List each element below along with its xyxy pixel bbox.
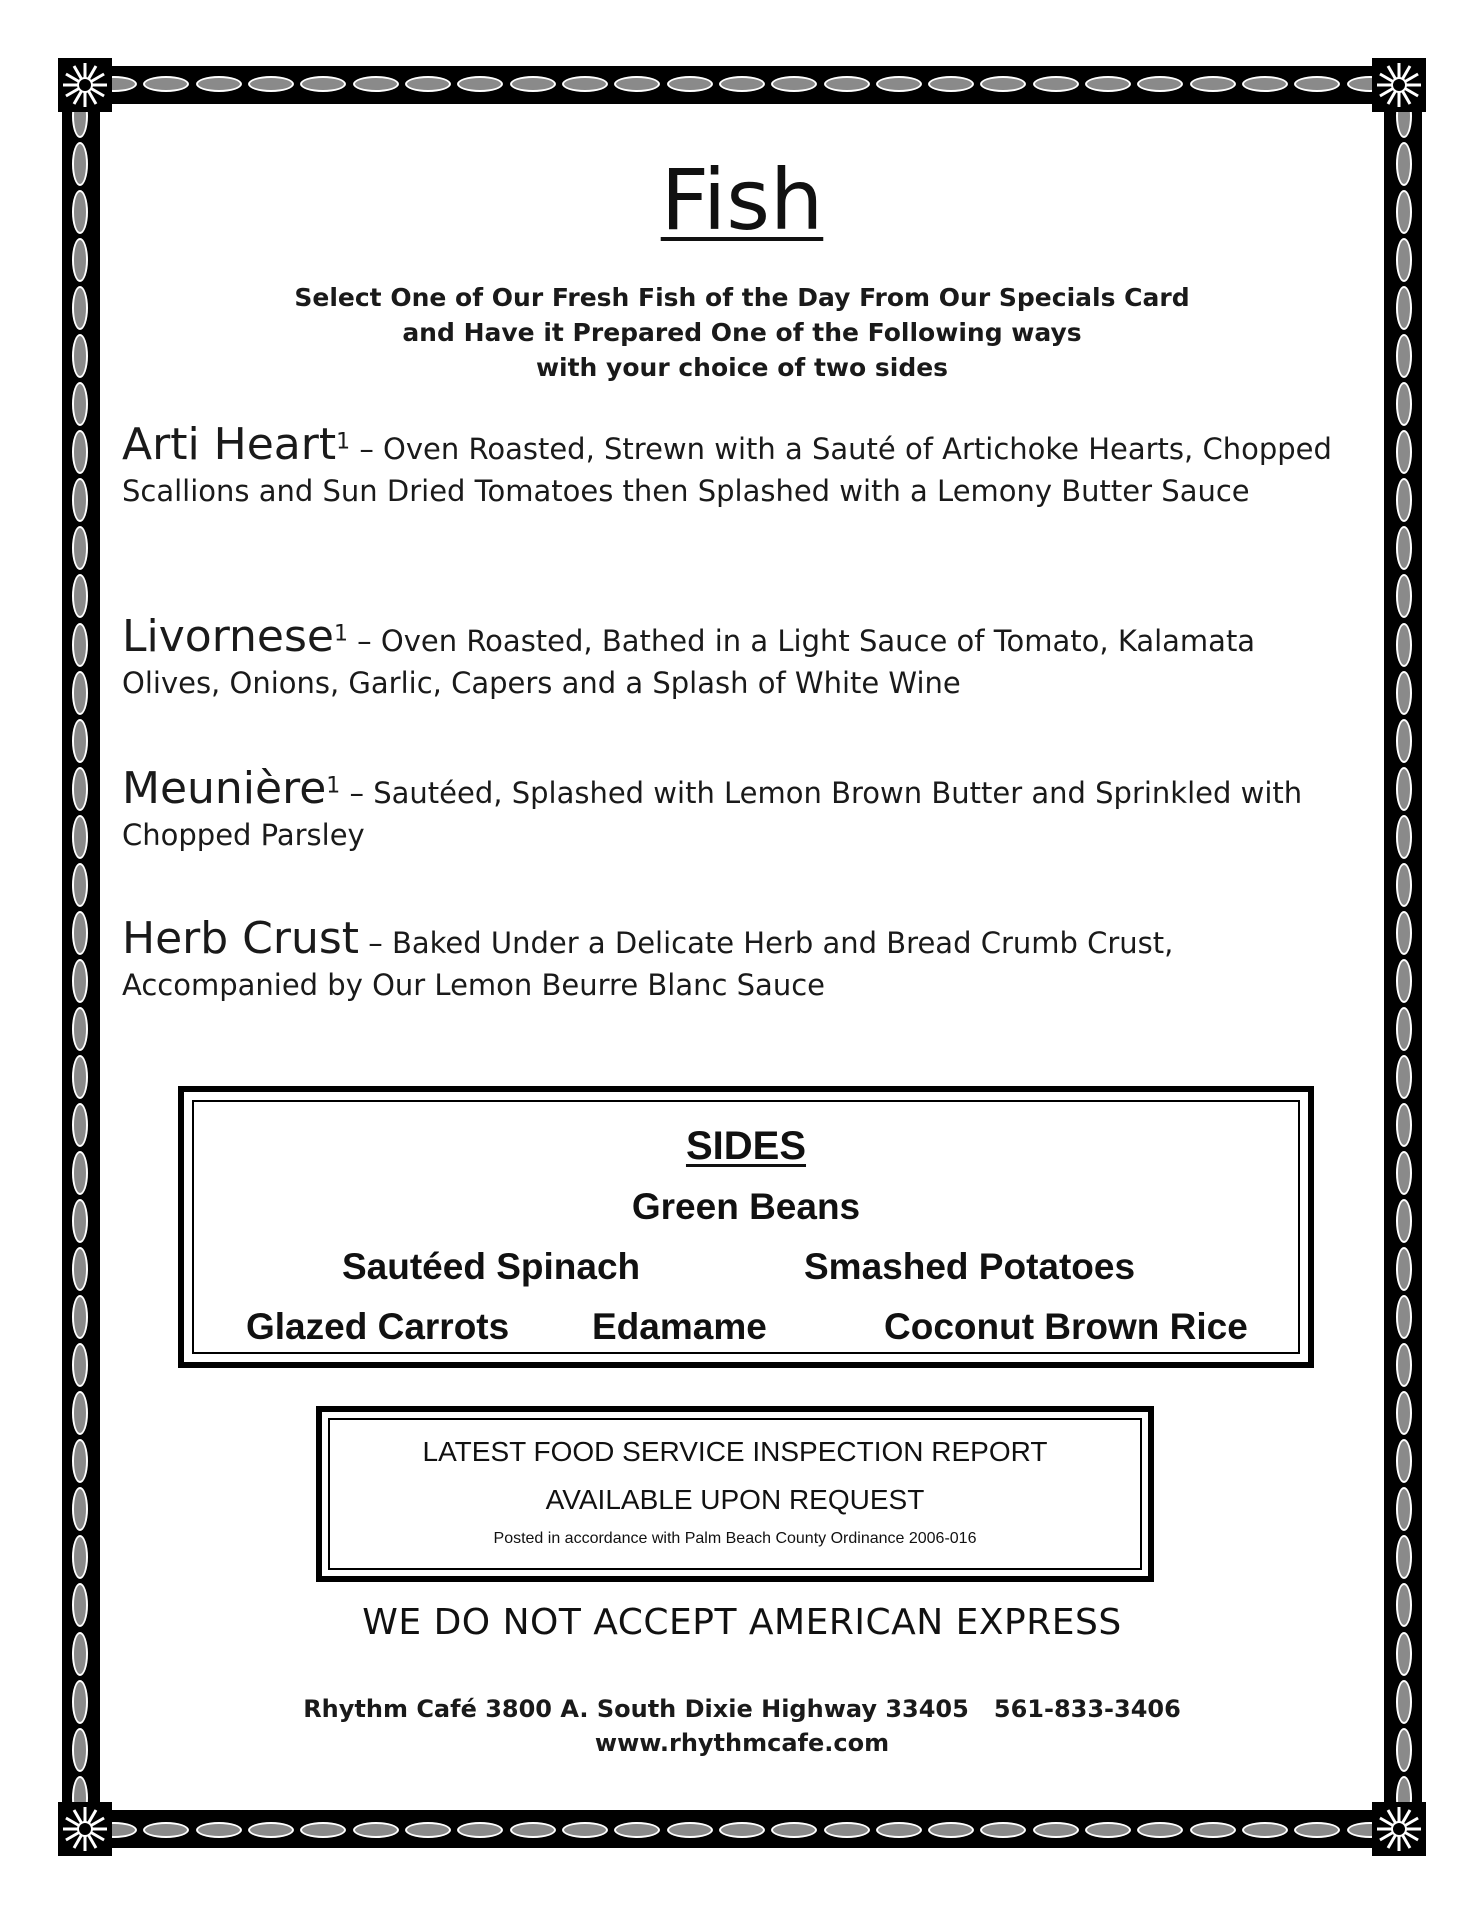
- border-oval: [72, 671, 88, 715]
- side-item: Coconut Brown Rice: [884, 1306, 1248, 1347]
- border-oval: [1085, 1822, 1131, 1838]
- border-oval: [1242, 76, 1288, 92]
- page-title: Fish: [660, 151, 824, 249]
- border-oval: [1396, 719, 1412, 763]
- border-oval: [1190, 76, 1236, 92]
- border-oval: [457, 1822, 503, 1838]
- border-oval: [72, 767, 88, 811]
- border-oval: [1396, 1247, 1412, 1291]
- ornamental-border-bottom: [62, 1812, 1422, 1848]
- menu-item-meuniere: [122, 763, 1362, 856]
- payment-notice: WE DO NOT ACCEPT AMERICAN EXPRESS: [362, 1602, 1122, 1643]
- border-oval: [72, 1247, 88, 1291]
- border-oval: [562, 1822, 608, 1838]
- sides-box: [178, 1086, 1314, 1368]
- border-oval: [928, 1822, 974, 1838]
- border-oval: [876, 76, 922, 92]
- border-oval: [72, 382, 88, 426]
- border-oval: [72, 430, 88, 474]
- border-oval: [928, 76, 974, 92]
- border-oval: [1396, 1487, 1412, 1531]
- border-oval: [1396, 1199, 1412, 1243]
- border-oval: [562, 76, 608, 92]
- border-oval: [143, 1822, 189, 1838]
- starburst-ornament-icon: [1372, 1802, 1426, 1856]
- border-oval: [1396, 526, 1412, 570]
- menu-item-description: – Oven Roasted, Strewn with a Sauté of Artichoke Hearts, Chopped Scallions and Sun Dried Tomatoes then Splashed with a Lemony Butter Sauce: [122, 432, 1332, 508]
- border-oval: [1396, 1151, 1412, 1195]
- intro-line: Select One of Our Fresh Fish of the Day From Our Specials Card: [294, 283, 1190, 312]
- border-oval: [1396, 430, 1412, 474]
- inner-rule-top: [98, 102, 1386, 104]
- border-oval: [300, 1822, 346, 1838]
- menu-item-description: – Sautéed, Splashed with Lemon Brown Butter and Sprinkled with Chopped Parsley: [122, 776, 1303, 852]
- border-oval: [1294, 76, 1340, 92]
- border-oval: [1396, 911, 1412, 955]
- border-oval: [510, 76, 556, 92]
- menu-item-livornese: [122, 611, 1362, 704]
- border-oval: [1396, 1439, 1412, 1483]
- intro-line: with your choice of two sides: [535, 353, 949, 382]
- border-oval: [72, 719, 88, 763]
- border-oval: [405, 76, 451, 92]
- border-oval: [667, 1822, 713, 1838]
- inspection-line: AVAILABLE UPON REQUEST: [545, 1484, 925, 1515]
- border-oval: [771, 1822, 817, 1838]
- border-oval: [1242, 1822, 1288, 1838]
- border-oval: [1396, 671, 1412, 715]
- border-oval: [72, 1007, 88, 1051]
- border-oval: [72, 1535, 88, 1579]
- border-oval: [1137, 76, 1183, 92]
- border-oval: [248, 76, 294, 92]
- menu-item-name: Livornese: [122, 611, 334, 662]
- border-oval: [719, 76, 765, 92]
- menu-item-arti-heart: [122, 419, 1362, 512]
- border-oval: [1396, 1103, 1412, 1147]
- border-oval: [1396, 767, 1412, 811]
- border-oval: [72, 1103, 88, 1147]
- intro-text: [0, 280, 1484, 385]
- border-oval: [1396, 1343, 1412, 1387]
- border-oval: [824, 76, 870, 92]
- border-oval: [1396, 959, 1412, 1003]
- starburst-ornament-icon: [1372, 58, 1426, 112]
- footnote-marker: 1: [333, 621, 348, 647]
- border-oval: [72, 911, 88, 955]
- border-oval: [1085, 76, 1131, 92]
- border-oval: [667, 76, 713, 92]
- border-oval: [72, 1343, 88, 1387]
- border-oval: [980, 1822, 1026, 1838]
- footer: [0, 1692, 1484, 1760]
- inspection-notice-box: [316, 1406, 1154, 1582]
- border-oval: [72, 623, 88, 667]
- border-oval: [72, 1151, 88, 1195]
- border-oval: [1396, 574, 1412, 618]
- border-oval: [614, 1822, 660, 1838]
- border-oval: [980, 76, 1026, 92]
- border-oval: [143, 76, 189, 92]
- border-oval: [1396, 1295, 1412, 1339]
- menu-item-description: – Oven Roasted, Bathed in a Light Sauce of Tomato, Kalamata Olives, Onions, Garlic, Capers and a Splash of White Wine: [122, 624, 1256, 700]
- border-oval: [72, 478, 88, 522]
- border-oval: [248, 1822, 294, 1838]
- border-oval: [1137, 1822, 1183, 1838]
- sides-title: SIDES: [685, 1124, 807, 1168]
- border-oval: [1294, 1822, 1340, 1838]
- border-oval: [72, 1055, 88, 1099]
- starburst-ornament-icon: [58, 58, 112, 112]
- intro-line: and Have it Prepared One of the Following ways: [402, 318, 1082, 347]
- inspection-notice-inner: [328, 1418, 1142, 1570]
- footer-website: www.rhythmcafe.com: [594, 1729, 890, 1757]
- border-oval: [72, 574, 88, 618]
- border-oval: [72, 959, 88, 1003]
- starburst-ornament-icon: [58, 1802, 112, 1856]
- border-oval: [72, 815, 88, 859]
- border-oval: [72, 1295, 88, 1339]
- border-oval: [771, 76, 817, 92]
- border-oval: [196, 76, 242, 92]
- side-item: Sautéed Spinach: [342, 1246, 641, 1287]
- side-item: Glazed Carrots: [246, 1306, 510, 1347]
- border-oval: [72, 1199, 88, 1243]
- border-oval: [72, 1487, 88, 1531]
- border-oval: [353, 76, 399, 92]
- border-oval: [1190, 1822, 1236, 1838]
- border-oval: [1033, 76, 1079, 92]
- border-oval: [1033, 1822, 1079, 1838]
- menu-item-herb-crust: [122, 913, 1362, 1006]
- inspection-line: LATEST FOOD SERVICE INSPECTION REPORT: [422, 1436, 1048, 1467]
- border-oval: [72, 863, 88, 907]
- border-oval: [1396, 863, 1412, 907]
- border-oval: [1396, 1391, 1412, 1435]
- border-oval: [1396, 382, 1412, 426]
- inspection-ordinance: Posted in accordance with Palm Beach County Ordinance 2006-016: [493, 1530, 977, 1547]
- border-oval: [510, 1822, 556, 1838]
- side-item: Smashed Potatoes: [804, 1246, 1136, 1287]
- border-oval: [1396, 1007, 1412, 1051]
- sides-box-inner: [192, 1100, 1300, 1354]
- inner-rule-bottom: [98, 1810, 1386, 1812]
- border-oval: [876, 1822, 922, 1838]
- border-oval: [1396, 478, 1412, 522]
- menu-item-name: Meunière: [122, 763, 327, 814]
- border-oval: [72, 1439, 88, 1483]
- side-item: Edamame: [592, 1306, 767, 1347]
- border-oval: [1396, 623, 1412, 667]
- border-oval: [1396, 815, 1412, 859]
- border-oval: [1396, 1055, 1412, 1099]
- border-oval: [196, 1822, 242, 1838]
- border-oval: [1396, 1535, 1412, 1579]
- border-oval: [72, 526, 88, 570]
- border-oval: [614, 76, 660, 92]
- menu-item-description: – Baked Under a Delicate Herb and Bread Crumb Crust, Accompanied by Our Lemon Beurre Blanc Sauce: [122, 926, 1174, 1002]
- border-oval: [405, 1822, 451, 1838]
- border-oval: [72, 1391, 88, 1435]
- menu-item-name: Herb Crust: [122, 913, 360, 964]
- border-oval: [824, 1822, 870, 1838]
- ornamental-border-top: [62, 66, 1422, 102]
- border-oval: [300, 76, 346, 92]
- footer-address: Rhythm Café 3800 A. South Dixie Highway 33405 561-833-3406: [303, 1695, 1181, 1723]
- border-oval: [353, 1822, 399, 1838]
- border-oval: [719, 1822, 765, 1838]
- menu-item-name: Arti Heart: [122, 419, 337, 470]
- side-item: Green Beans: [631, 1186, 861, 1227]
- footnote-marker: 1: [326, 773, 341, 799]
- border-oval: [457, 76, 503, 92]
- footnote-marker: 1: [336, 429, 351, 455]
